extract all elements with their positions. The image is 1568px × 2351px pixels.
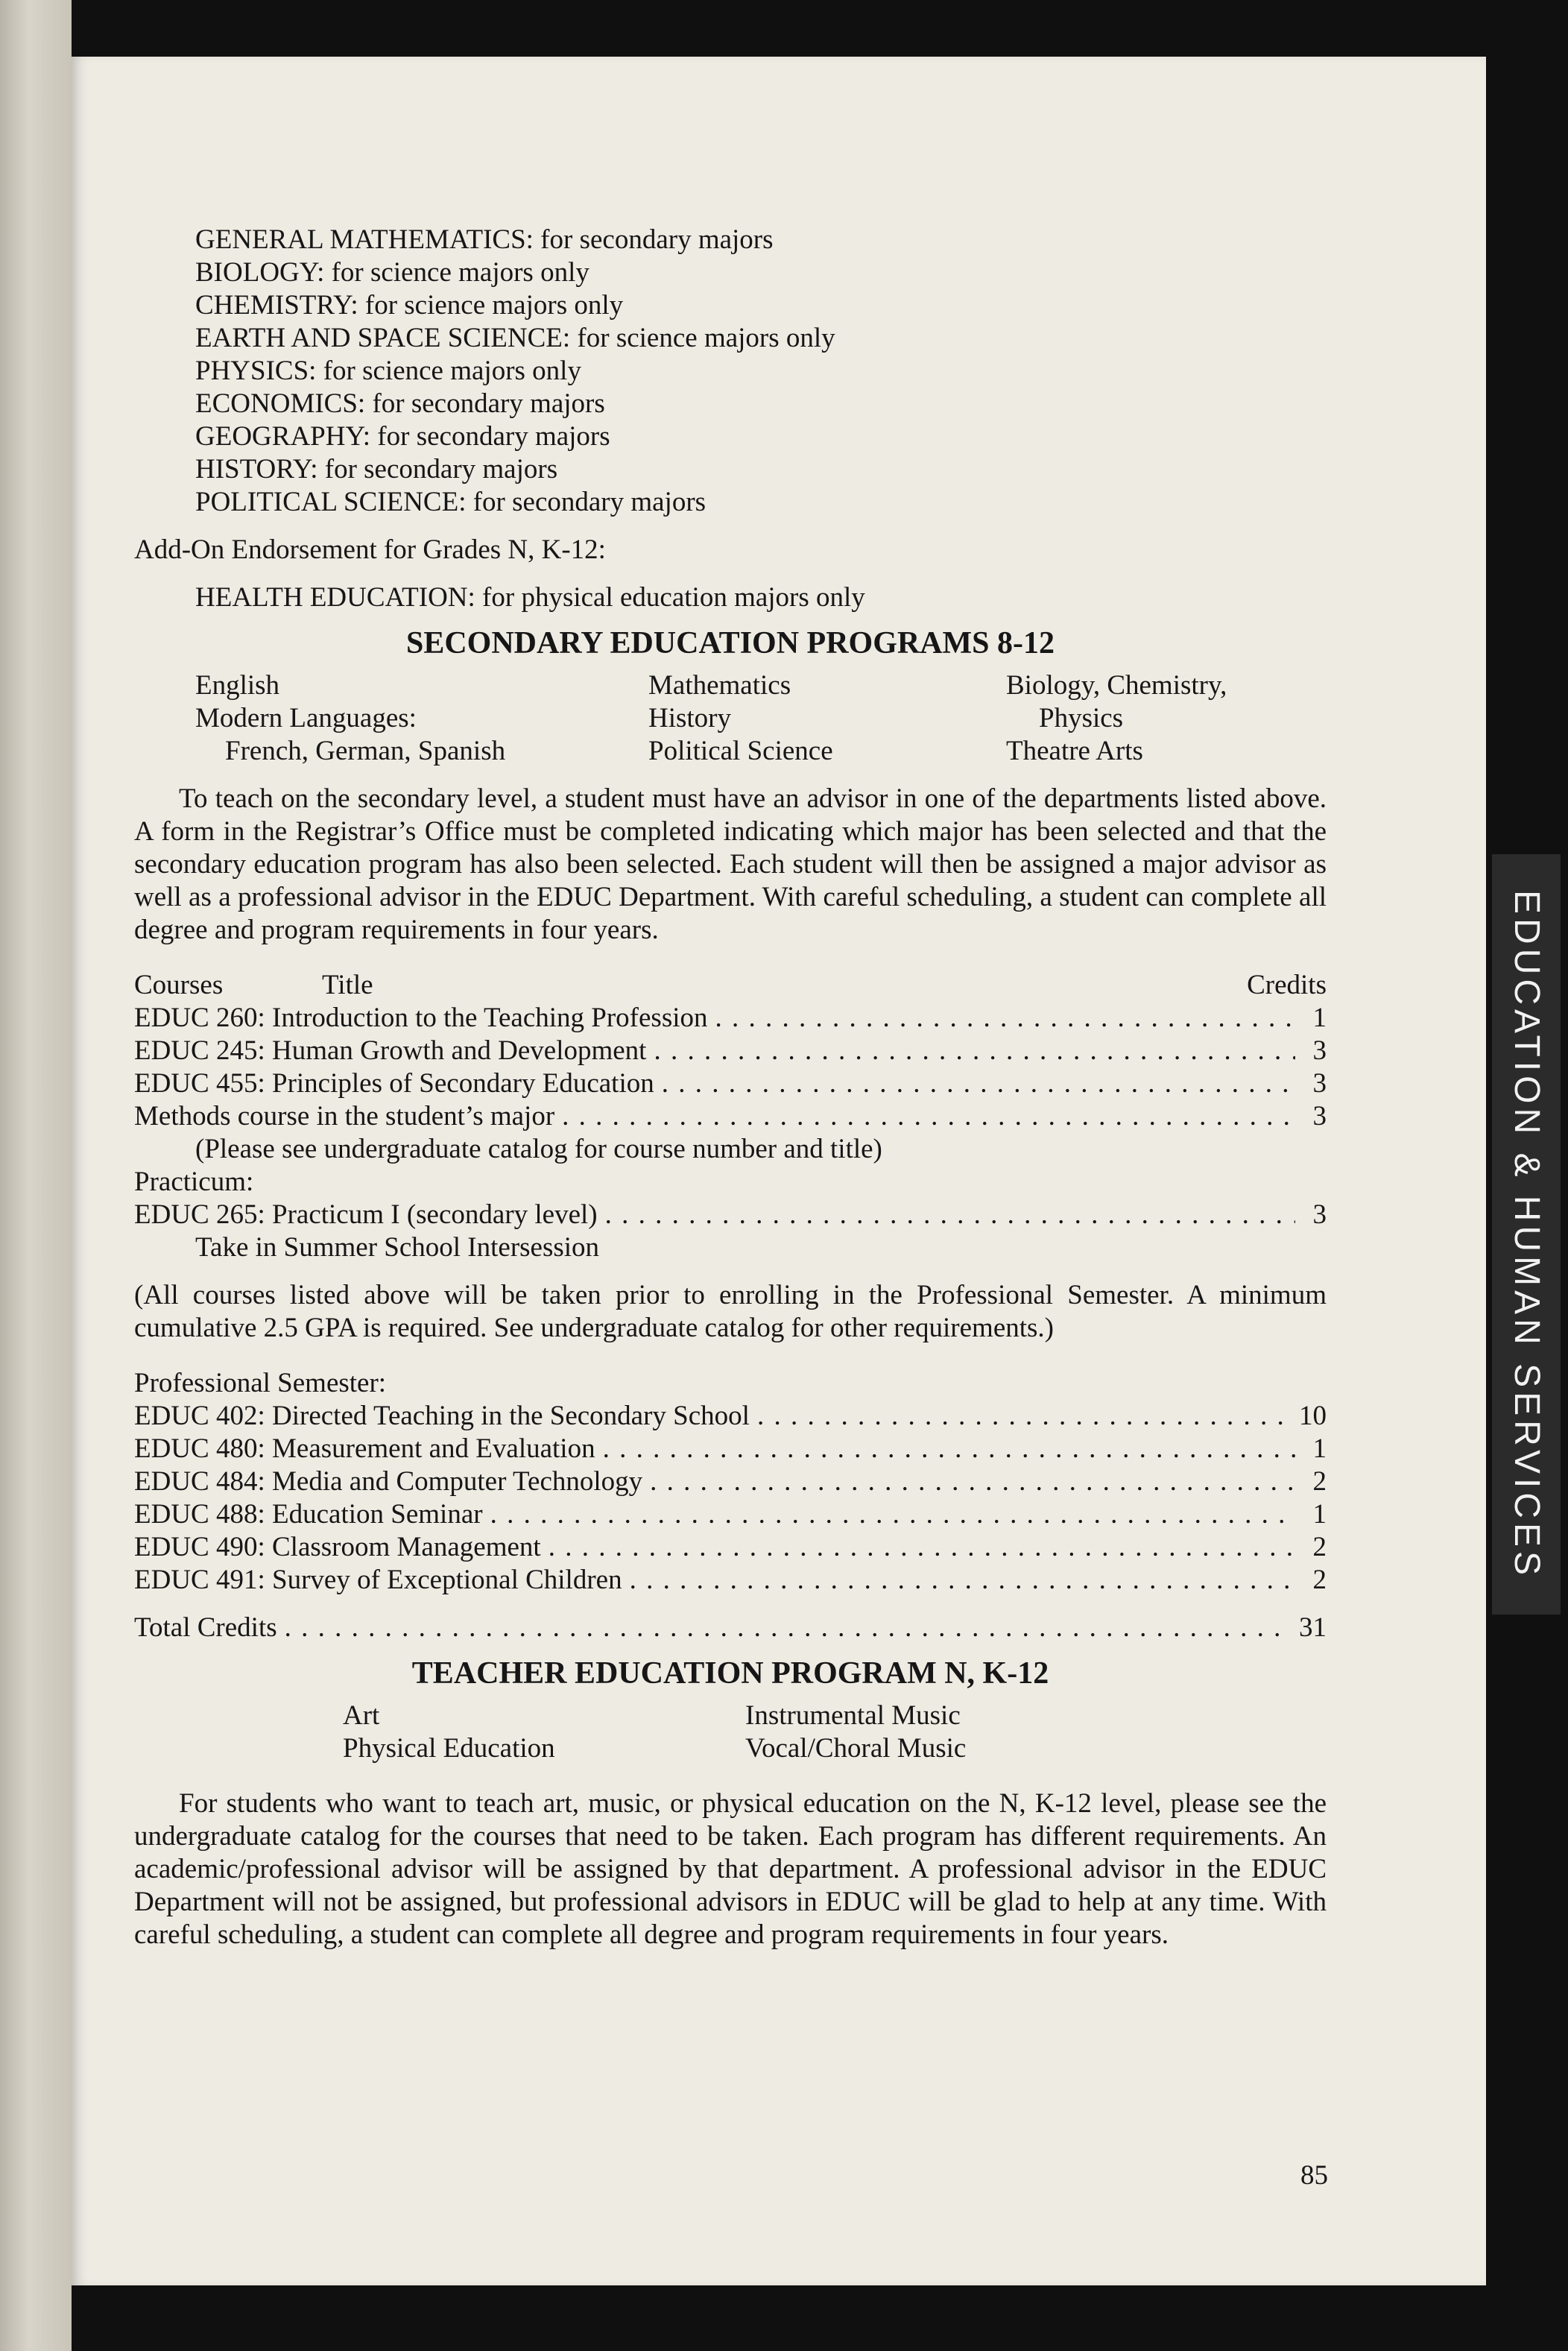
book-spine-left bbox=[0, 0, 72, 2351]
endorsement-list bbox=[134, 224, 1327, 519]
header-title: Title bbox=[322, 970, 373, 1000]
course-row bbox=[134, 1035, 1327, 1067]
leader-dots bbox=[650, 1465, 1295, 1498]
course-title: EDUC 488: Education Seminar bbox=[134, 1499, 483, 1530]
total-credits-row bbox=[134, 1612, 1327, 1644]
subject: Art bbox=[343, 1700, 380, 1731]
course-title: EDUC 490: Classroom Management bbox=[134, 1532, 541, 1562]
subject: Biology, Chemistry, bbox=[1006, 670, 1227, 701]
practicum-note: Take in Summer School Intersession bbox=[195, 1232, 600, 1263]
leader-dots bbox=[562, 1100, 1295, 1133]
leader-dots bbox=[605, 1199, 1295, 1231]
course-title: EDUC 260: Introduction to the Teaching Profession bbox=[134, 1003, 708, 1033]
endorsement-item: POLITICAL SCIENCE: for secondary majors bbox=[195, 487, 706, 517]
course-credits: 2 bbox=[1312, 1466, 1327, 1497]
course-credits: 10 bbox=[1299, 1401, 1327, 1431]
endorsement-item: BIOLOGY: for science majors only bbox=[195, 257, 589, 288]
course-credits: 3 bbox=[1312, 1101, 1327, 1132]
section-side-tab bbox=[1492, 854, 1561, 1615]
subject: Instrumental Music bbox=[745, 1700, 961, 1731]
course-title: EDUC 455: Principles of Secondary Education bbox=[134, 1068, 654, 1099]
endorsement-item: CHEMISTRY: for science majors only bbox=[195, 290, 624, 321]
subject: French, German, Spanish bbox=[225, 736, 506, 766]
course-title: Methods course in the student’s major bbox=[134, 1101, 555, 1132]
course-row bbox=[134, 1002, 1327, 1035]
subject: Vocal/Choral Music bbox=[745, 1733, 967, 1764]
course-credits: 1 bbox=[1312, 1003, 1327, 1033]
course-credits: 1 bbox=[1312, 1433, 1327, 1464]
subject: Political Science bbox=[648, 736, 833, 766]
total-label: Total Credits bbox=[134, 1612, 277, 1643]
header-credits: Credits bbox=[1247, 970, 1327, 1000]
course-row bbox=[134, 1498, 1327, 1531]
prerequisite-note: (All courses listed above will be taken prior to enrolling in the Professional Semester. A minimum cumulative 2.5 GPA is required. See undergraduate catalog for other requirements.) bbox=[134, 1280, 1327, 1343]
leader-dots bbox=[285, 1612, 1290, 1644]
practicum-label: Practicum: bbox=[134, 1167, 254, 1197]
course-credits: 3 bbox=[1312, 1035, 1327, 1066]
addon-label: Add-On Endorsement for Grades N, K-12: bbox=[134, 534, 606, 565]
leader-dots bbox=[757, 1400, 1290, 1433]
subject: Physical Education bbox=[343, 1733, 555, 1764]
subject: Physics bbox=[1039, 703, 1124, 733]
course-row bbox=[134, 1531, 1327, 1564]
course-row bbox=[134, 1465, 1327, 1498]
leader-dots bbox=[715, 1002, 1295, 1035]
course-title: EDUC 484: Media and Computer Technology bbox=[134, 1466, 643, 1497]
course-title: EDUC 402: Directed Teaching in the Secondary School bbox=[134, 1401, 750, 1431]
leader-dots bbox=[630, 1564, 1295, 1597]
addon-item: HEALTH EDUCATION: for physical education majors only bbox=[195, 582, 865, 613]
course-table-header bbox=[134, 969, 1327, 1002]
leader-dots bbox=[654, 1035, 1295, 1067]
subject: Mathematics bbox=[648, 670, 791, 701]
subject: Modern Languages: bbox=[195, 703, 417, 733]
subject: Theatre Arts bbox=[1006, 736, 1143, 766]
total-credits: 31 bbox=[1299, 1612, 1327, 1643]
endorsement-item: PHYSICS: for science majors only bbox=[195, 356, 581, 386]
teacher-paragraph: For students who want to teach art, music, or physical education on the N, K-12 level, please see the undergraduate catalog for the courses that need to be taken. Each program has different requirements. An academic/professional advisor will be assigned by that department. A professional advisor in the EDUC Department will not be assigned, but professional advisors in EDUC will be glad to help at any time. With careful scheduling, a student can complete all degree and program requirements in four years. bbox=[134, 1788, 1327, 1950]
teacher-subjects bbox=[134, 1700, 1327, 1765]
secondary-heading: SECONDARY EDUCATION PROGRAMS 8-12 bbox=[405, 626, 1055, 660]
endorsement-item: HISTORY: for secondary majors bbox=[195, 454, 558, 485]
course-row bbox=[134, 1100, 1327, 1133]
leader-dots bbox=[490, 1498, 1295, 1531]
subject: English bbox=[195, 670, 280, 701]
course-title: EDUC 245: Human Growth and Development bbox=[134, 1035, 647, 1066]
methods-note: (Please see undergraduate catalog for course number and title) bbox=[195, 1134, 882, 1164]
header-courses: Courses bbox=[134, 970, 224, 1000]
course-credits: 3 bbox=[1312, 1068, 1327, 1099]
course-row bbox=[134, 1564, 1327, 1597]
side-tab-label: EDUCATION & HUMAN SERVICES bbox=[1506, 889, 1546, 1580]
course-title: EDUC 265: Practicum I (secondary level) bbox=[134, 1199, 598, 1230]
course-row bbox=[134, 1199, 1327, 1231]
course-row bbox=[134, 1400, 1327, 1433]
secondary-paragraph: To teach on the secondary level, a student must have an advisor in one of the departments listed above. A form in the Registrar’s Office must be completed indicating which major has been selected and that the secondary education program has also been selected. Each student will then be assigned a major advisor as well as a professional advisor in the EDUC Department. With careful scheduling, a student can complete all degree and program requirements in four years. bbox=[134, 783, 1327, 945]
endorsement-item: GENERAL MATHEMATICS: for secondary majors bbox=[195, 224, 774, 255]
page-content bbox=[134, 224, 1327, 1951]
leader-dots bbox=[549, 1531, 1295, 1564]
teacher-heading: TEACHER EDUCATION PROGRAM N, K-12 bbox=[411, 1656, 1049, 1691]
page-number: 85 bbox=[1300, 2160, 1328, 2191]
course-title: EDUC 480: Measurement and Evaluation bbox=[134, 1433, 595, 1464]
course-credits: 3 bbox=[1312, 1199, 1327, 1230]
course-row bbox=[134, 1067, 1327, 1100]
subject: History bbox=[648, 703, 731, 733]
endorsement-item: EARTH AND SPACE SCIENCE: for science majors only bbox=[195, 323, 835, 353]
course-credits: 1 bbox=[1312, 1499, 1327, 1530]
course-credits: 2 bbox=[1312, 1565, 1327, 1595]
secondary-subjects bbox=[134, 669, 1327, 768]
endorsement-item: ECONOMICS: for secondary majors bbox=[195, 388, 605, 419]
leader-dots bbox=[603, 1433, 1295, 1465]
course-row bbox=[134, 1433, 1327, 1465]
endorsement-item: GEOGRAPHY: for secondary majors bbox=[195, 421, 610, 452]
course-title: EDUC 491: Survey of Exceptional Children bbox=[134, 1565, 622, 1595]
professional-label: Professional Semester: bbox=[134, 1368, 387, 1398]
leader-dots bbox=[662, 1067, 1295, 1100]
course-credits: 2 bbox=[1312, 1532, 1327, 1562]
